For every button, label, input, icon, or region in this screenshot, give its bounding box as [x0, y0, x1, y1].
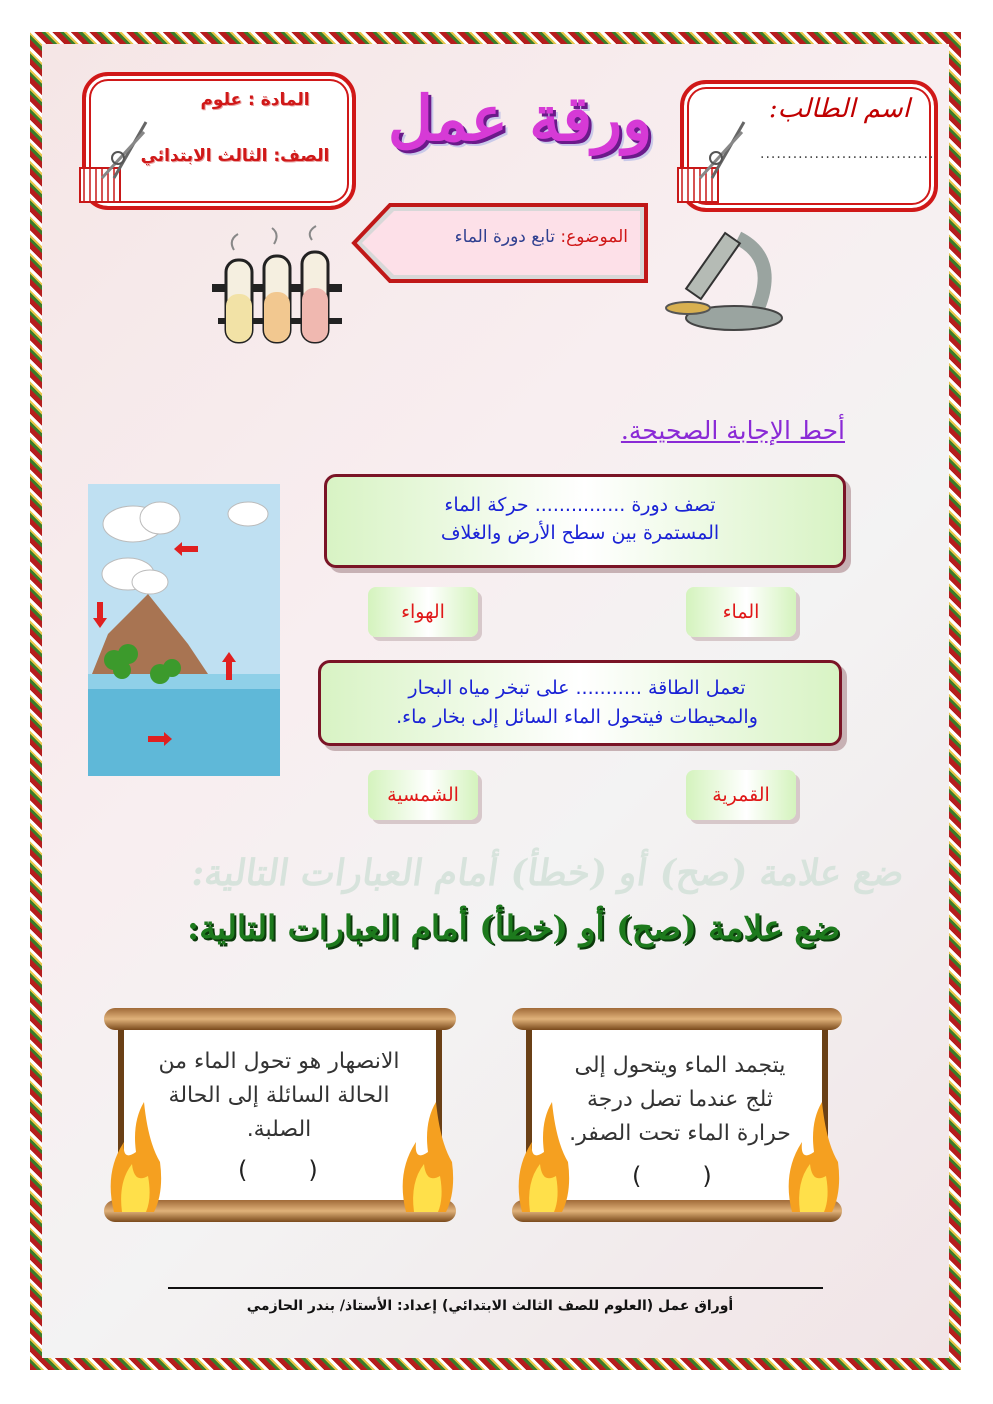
true-false-item-2-line-2: الحالة السائلة إلى الحالة	[168, 1083, 390, 1108]
scissors-thread-icon-right	[672, 118, 752, 212]
student-name-label: اسم الطالب:	[768, 94, 910, 124]
microscope-image	[648, 220, 798, 344]
footer-credit: أوراق عمل (العلوم للصف الثالث الابتدائي) إعداد: الأستاذ/ بندر الحازمي	[246, 1298, 734, 1314]
test-tubes-image	[204, 222, 354, 356]
true-false-item-2-line-1: الانصهار هو تحول الماء من	[158, 1049, 400, 1074]
mcq-question-1-line-2: المستمرة بين سطح الأرض والغلاف	[440, 522, 720, 544]
mcq-question-2-line-2: والمحيطات فيتحول الماء السائل إلى بخار ماء.	[396, 706, 758, 728]
topic-text	[455, 227, 628, 247]
topic-value: تابع دورة الماء	[454, 227, 555, 247]
mcq-question-2-box	[318, 660, 842, 746]
true-false-item-2-line-3: الصلبة.	[246, 1117, 312, 1142]
footer-divider	[168, 1287, 823, 1289]
water-cycle-diagram	[88, 484, 280, 780]
true-false-item-1-answer[interactable]: ( )	[632, 1162, 712, 1190]
mcq-instruction: أحط الإجابة الصحيحة.	[620, 416, 845, 445]
topic-tag	[350, 201, 650, 285]
true-false-title-shadow: ضع علامة (صح) أو (خطأ) أمام العبارات التالية:	[188, 852, 907, 894]
grade-line: الصف: الثالث الابتدائي	[140, 146, 330, 166]
mcq-question-1-line-1: تصف دورة ............... حركة الماء	[444, 494, 716, 516]
mcq-q2-option-lunar[interactable]: القمرية	[686, 770, 796, 820]
mcq-q2-option-solar[interactable]: الشمسية	[368, 770, 478, 820]
true-false-title: ضع علامة (صح) أو (خطأ) أمام العبارات التالية:	[187, 908, 840, 947]
mcq-q1-option-water[interactable]: الماء	[686, 587, 796, 637]
mcq-question-2-line-1: تعمل الطاقة ........... على تبخر مياه البحار	[408, 677, 746, 699]
subject-line: المادة : علوم	[200, 90, 310, 110]
true-false-item-1-line-1: يتجمد الماء ويتحول إلى	[574, 1053, 786, 1078]
mcq-q1-option-air[interactable]: الهواء	[368, 587, 478, 637]
true-false-item-1-line-3: حرارة الماء تحت الصفر.	[569, 1121, 791, 1146]
student-name-field[interactable]: ................................	[760, 146, 935, 162]
true-false-item-1-line-2: ثلج عندما تصل درجة	[586, 1087, 774, 1112]
worksheet-title: ورقة عمل	[387, 82, 653, 155]
true-false-item-2-answer[interactable]: ( )	[238, 1156, 318, 1184]
topic-label: الموضوع:	[560, 227, 628, 247]
